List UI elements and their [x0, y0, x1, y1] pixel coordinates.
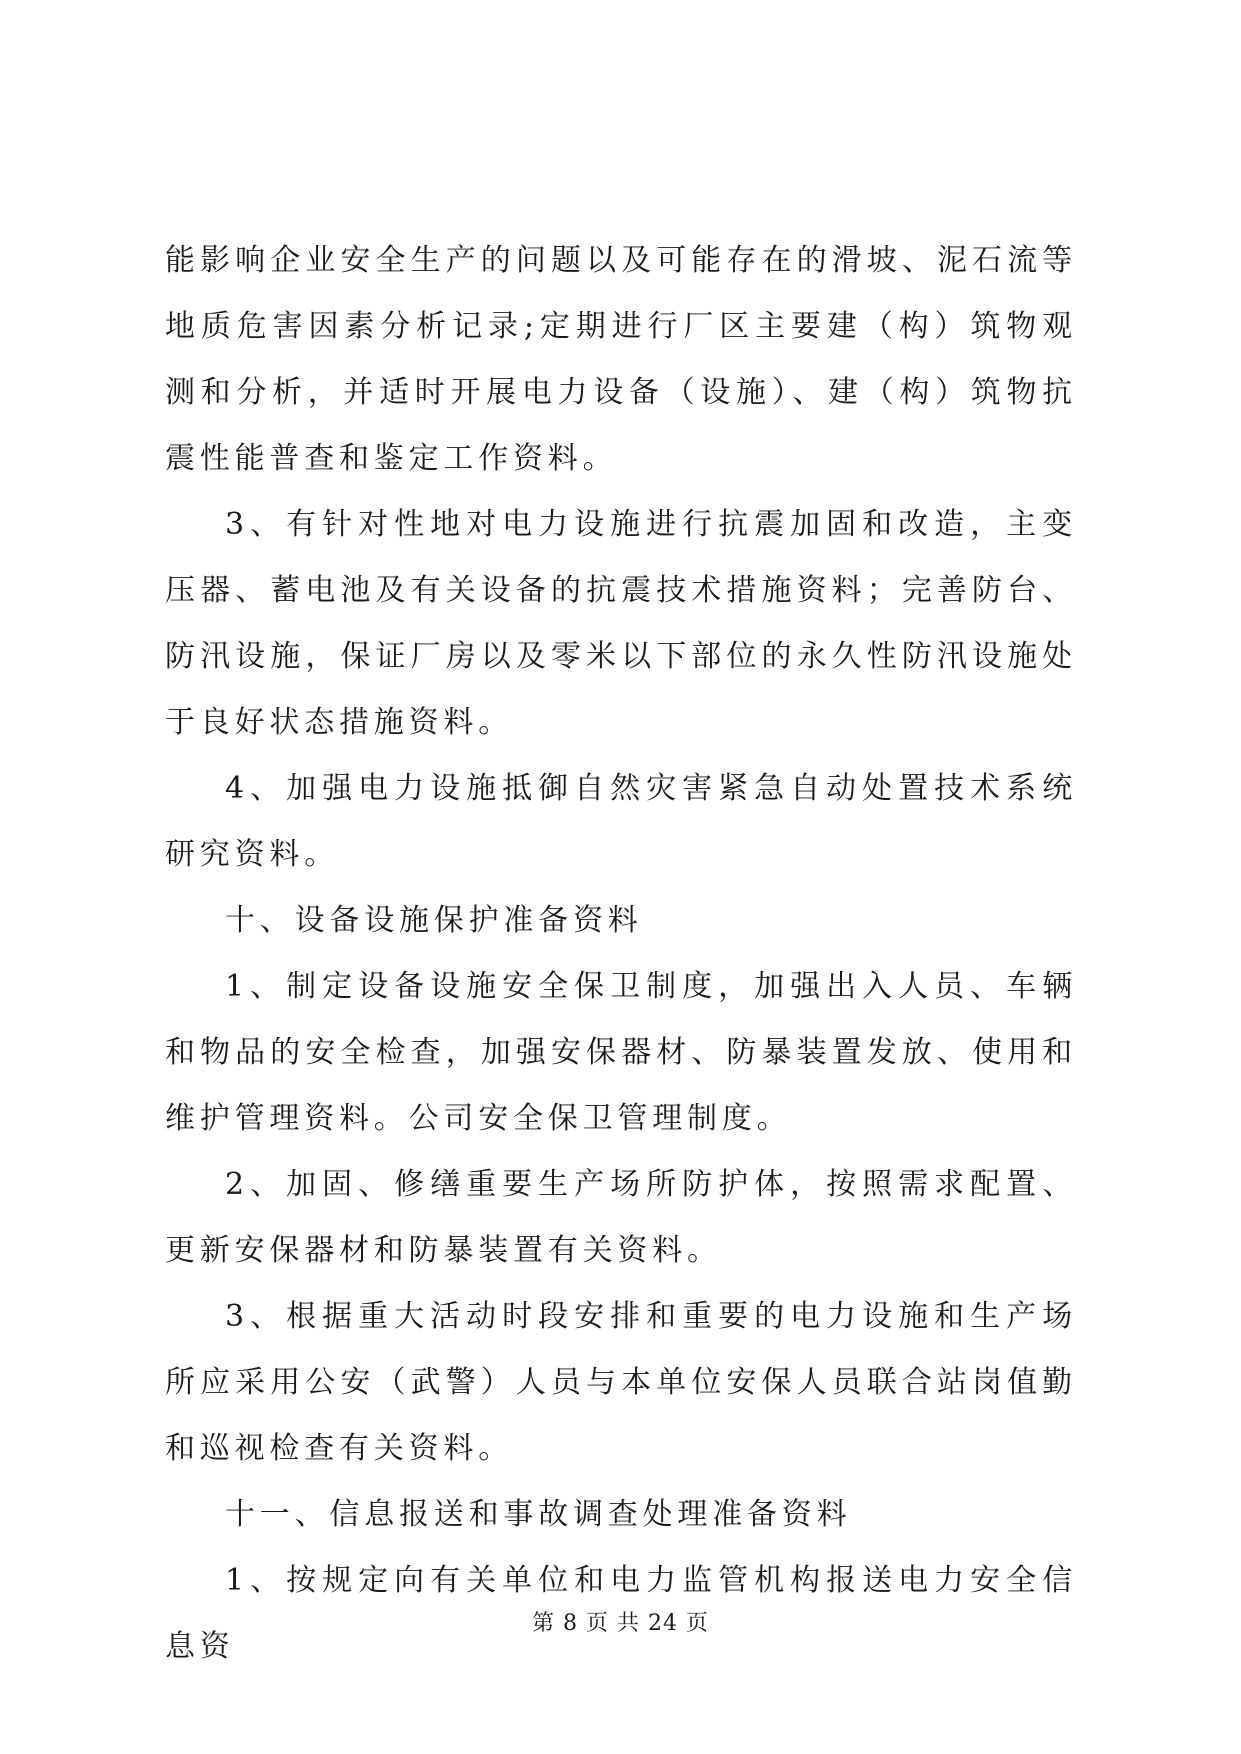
paragraph-item-3-seismic: 3、有针对性地对电力设施进行抗震加固和改造，主变压器、蓄电池及有关设备的抗震技术措施资料；完善防台、防汛设施，保证厂房以及零米以下部位的永久性防汛设施处于良好状态措施资料。 [165, 507, 1077, 740]
document-body [165, 228, 1077, 1680]
paragraph-item-3-guard: 3、根据重大活动时段安排和重要的电力设施和生产场所应采用公安（武警）人员与本单位安保人员联合站岗值勤和巡视检查有关资料。 [165, 1299, 1077, 1466]
page-number-footer: 第 8 页 共 24 页 [532, 1611, 709, 1636]
paragraph-continuation: 能影响企业安全生产的问题以及可能存在的滑坡、泥石流等地质危害因素分析记录;定期进行厂区主要建（构）筑物观测和分析，并适时开展电力设备（设施）、建（构）筑物抗震性能普查和鉴定工作资料。 [165, 243, 1077, 476]
paragraph-item-4-disaster: 4、加强电力设施抵御自然灾害紧急自动处置技术系统研究资料。 [165, 771, 1077, 872]
paragraph-item-1-report: 1、按规定向有关单位和电力监管机构报送电力安全信息资 [165, 1563, 1077, 1664]
paragraph-item-2-reinforce: 2、加固、修缮重要生产场所防护体，按照需求配置、更新安保器材和防暴装置有关资料。 [165, 1167, 1077, 1268]
paragraph-item-1-security: 1、制定设备设施安全保卫制度，加强出入人员、车辆和物品的安全检查，加强安保器材、防暴装置发放、使用和维护管理资料。公司安全保卫管理制度。 [165, 969, 1077, 1136]
section-heading-11: 十一、信息报送和事故调查处理准备资料 [225, 1497, 852, 1532]
section-heading-10: 十、设备设施保护准备资料 [225, 903, 643, 938]
